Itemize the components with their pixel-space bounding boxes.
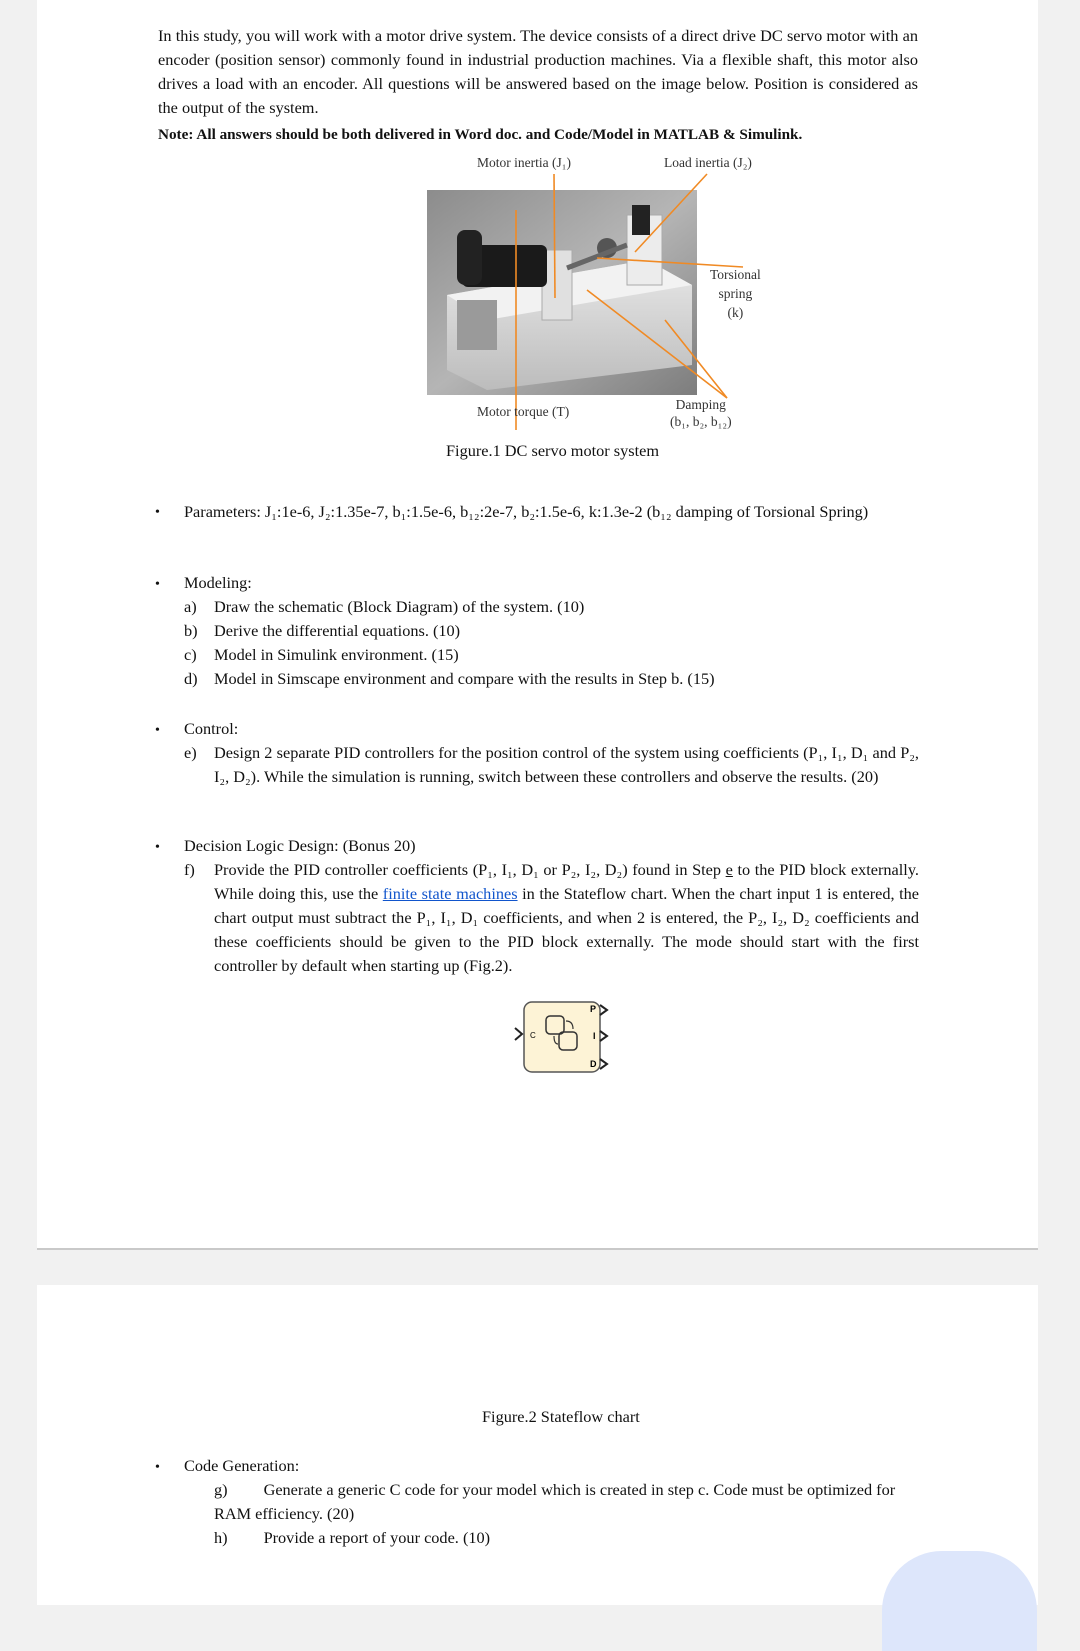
label-motor-torque: Motor torque (T) bbox=[477, 404, 570, 419]
output-port-label-p: P bbox=[590, 1004, 597, 1014]
damping-line-1: Damping bbox=[675, 397, 726, 412]
item-label: g) bbox=[214, 1480, 228, 1499]
output-port-label-d: D bbox=[590, 1059, 597, 1069]
control-section bbox=[184, 717, 919, 789]
label-motor-inertia: Motor inertia (J₁) bbox=[477, 155, 571, 170]
item-label: f) bbox=[184, 860, 195, 879]
decision-section bbox=[184, 834, 919, 978]
codegen-section bbox=[184, 1454, 919, 1550]
label-torsional-spring bbox=[710, 265, 761, 322]
item-text: Generate a generic C code for your model which is created in step c. Code must be optimized for RAM efficiency. (20) bbox=[214, 1480, 896, 1523]
modeling-item bbox=[184, 595, 919, 619]
parameters-text: Parameters: J₁:1e-6, J₂:1.35e-7, b₁:1.5e-6, b₁₂:2e-7, b₂:1.5e-6, k:1.3e-2 (b₁₂ damping of Torsional Spring) bbox=[184, 502, 869, 521]
finite-state-machines-link[interactable]: finite state machines bbox=[382, 884, 518, 903]
codegen-item bbox=[184, 1478, 919, 1526]
output-port-arrow bbox=[600, 1031, 607, 1041]
codegen-item bbox=[184, 1526, 919, 1550]
item-label: c) bbox=[184, 645, 197, 664]
input-port-label: C bbox=[530, 1031, 536, 1040]
item-text: Derive the differential equations. (10) bbox=[214, 621, 461, 640]
input-port-arrow bbox=[515, 1028, 522, 1040]
item-text-mid: to the PID block externally. While doing this, use the bbox=[214, 860, 919, 903]
output-port-arrow bbox=[600, 1059, 607, 1069]
bullet-decision: • bbox=[155, 840, 160, 855]
bullet-modeling: • bbox=[155, 577, 160, 592]
torsional-line-1: Torsional bbox=[710, 267, 761, 282]
document-page-2 bbox=[37, 1285, 1038, 1605]
item-text: Model in Simulink environment. (15) bbox=[214, 645, 459, 664]
item-label: a) bbox=[184, 597, 197, 616]
document-page-1 bbox=[37, 0, 1038, 1250]
modeling-heading: Modeling: bbox=[184, 573, 252, 592]
figure1-caption: Figure.1 DC servo motor system bbox=[446, 441, 659, 460]
modeling-item bbox=[184, 667, 919, 691]
note-text: Note: All answers should be both delivered in Word doc. and Code/Model in MATLAB & Simulink. bbox=[158, 126, 803, 143]
stateflow-block bbox=[511, 996, 621, 1080]
floating-action-button[interactable] bbox=[882, 1551, 1037, 1651]
figure2-caption: Figure.2 Stateflow chart bbox=[482, 1407, 640, 1426]
bullet-control: • bbox=[155, 723, 160, 738]
bullet-parameters: • bbox=[155, 505, 160, 520]
label-damping bbox=[670, 396, 732, 430]
item-text: Draw the schematic (Block Diagram) of the system. (10) bbox=[214, 597, 585, 616]
item-label: b) bbox=[184, 621, 198, 640]
bullet-codegen: • bbox=[155, 1460, 160, 1475]
item-text-before: Provide the PID controller coefficients (P₁, I₁, D₁ or P₂, I₂, D₂) found in Step bbox=[214, 860, 726, 879]
item-text: Design 2 separate PID controllers for the position control of the system using coefficients (P₁, I₁, D₁ and P₂, I₂, D₂). While the simulation is running, switch between these controllers and observe the results. (20) bbox=[214, 743, 919, 786]
codegen-heading: Code Generation: bbox=[184, 1456, 300, 1475]
item-label: h) bbox=[214, 1528, 228, 1547]
control-item bbox=[184, 741, 919, 789]
torsional-line-3: (k) bbox=[727, 305, 744, 320]
step-reference: e bbox=[725, 860, 733, 879]
item-label: d) bbox=[184, 669, 198, 688]
item-text: Provide a report of your code. (10) bbox=[263, 1528, 491, 1547]
label-load-inertia: Load inertia (J₂) bbox=[664, 155, 752, 170]
intro-paragraph: In this study, you will work with a motor drive system. The device consists of a direct drive DC servo motor with an encoder (position sensor) commonly found in industrial production machines. Via a flexible shaft, this motor also drives a load with an encoder. All questions will be answered based on the image below. Position is considered as the output of the system. bbox=[158, 26, 918, 117]
output-port-label-i: I bbox=[593, 1031, 596, 1041]
item-text-after: in the Stateflow chart. When the chart input 1 is entered, the chart output must subtract the P₁, I₁, D₁ coefficients, and when 2 is entered, the P₂, I₂, D₂ coefficients and these coefficients should be given to the PID block externally. The mode should start with the first controller by default when starting up (Fig.2). bbox=[214, 884, 919, 975]
decision-item bbox=[184, 858, 919, 978]
torsional-line-2: spring bbox=[718, 286, 753, 301]
decision-heading: Decision Logic Design: (Bonus 20) bbox=[184, 836, 416, 855]
item-label: e) bbox=[184, 743, 197, 762]
output-port-arrow bbox=[600, 1005, 607, 1015]
modeling-section bbox=[184, 571, 919, 691]
damping-line-2: (b₁, b₂, b₁₂) bbox=[670, 414, 732, 429]
modeling-item bbox=[184, 619, 919, 643]
control-heading: Control: bbox=[184, 719, 239, 738]
item-text: Model in Simscape environment and compare with the results in Step b. (15) bbox=[214, 669, 715, 688]
modeling-item bbox=[184, 643, 919, 667]
